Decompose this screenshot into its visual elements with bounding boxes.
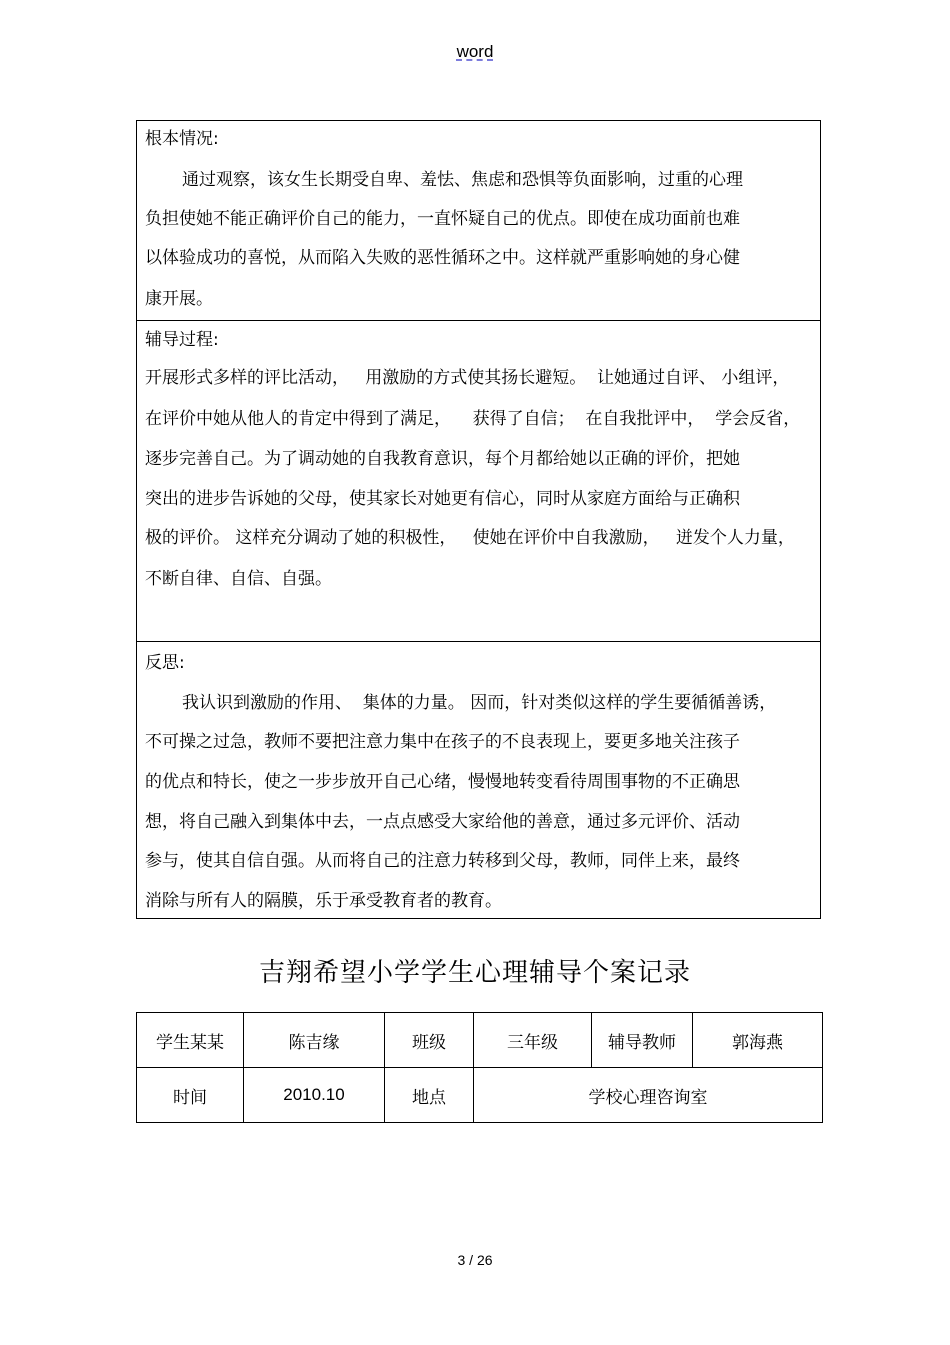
paragraph-line: 的优点和特长，使之一步步放开自己心绪，慢慢地转变看待周围事物的不正确思 (145, 772, 740, 792)
class-label: 班级 (385, 1013, 474, 1068)
class-value: 三年级 (474, 1013, 592, 1068)
section-heading: 反思: (145, 653, 185, 673)
place-label: 地点 (385, 1068, 474, 1123)
section-basic (136, 120, 821, 320)
header-label: word (456, 42, 494, 61)
paragraph-line: 康开展。 (145, 289, 213, 309)
section-process (136, 320, 821, 641)
paragraph-line: 开展形式多样的评比活动， 用激励的方式使其扬长避短。 让她通过自评、 小组评， (145, 368, 790, 388)
paragraph-line: 我认识到激励的作用、 集体的力量。 因而，针对类似这样的学生要循循善诱， (182, 693, 777, 713)
paragraph-line: 突出的进步告诉她的父母，使其家长对她更有信心，同时从家庭方面给与正确积 (145, 489, 740, 509)
table-row (137, 1068, 823, 1123)
student-label: 学生某某 (137, 1013, 244, 1068)
section-reflection (136, 641, 821, 919)
paragraph-line: 参与，使其自信自强。从而将自己的注意力转移到父母，教师，同伴上来，最终 (145, 851, 740, 871)
teacher-value: 郭海燕 (693, 1013, 823, 1068)
paragraph-line: 极的评价。 这样充分调动了她的积极性， 使她在评价中自我激励， 迸发个人力量， (145, 528, 795, 548)
paragraph-line: 通过观察，该女生长期受自卑、羞怯、焦虑和恐惧等负面影响，过重的心理 (182, 170, 743, 190)
table-row (137, 1013, 823, 1068)
teacher-label: 辅导教师 (592, 1013, 693, 1068)
paragraph-line: 逐步完善自己。为了调动她的自我教育意识，每个月都给她以正确的评价，把她 (145, 449, 740, 469)
paragraph-line: 消除与所有人的隔膜，乐于承受教育者的教育。 (145, 891, 502, 911)
page-header (0, 42, 950, 62)
place-value: 学校心理咨询室 (474, 1068, 823, 1123)
section-heading: 辅导过程: (145, 330, 219, 350)
student-value: 陈吉缘 (244, 1013, 385, 1068)
page-number: 3 / 26 (457, 1252, 493, 1268)
document-title: 吉翔希望小学学生心理辅导个案记录 (258, 958, 691, 988)
paragraph-line: 不断自律、自信、自强。 (145, 569, 332, 589)
paragraph-line: 在评价中她从他人的肯定中得到了满足， 获得了自信； 在自我批评中， 学会反省， (145, 409, 801, 429)
time-label: 时间 (137, 1068, 244, 1123)
paragraph-line: 想，将自己融入到集体中去，一点点感受大家给他的善意，通过多元评价、活动 (145, 812, 740, 832)
paragraph-line: 负担使她不能正确评价自己的能力，一直怀疑自己的优点。即使在成功面前也难 (145, 209, 740, 229)
paragraph-line: 以体验成功的喜悦，从而陷入失败的恶性循环之中。这样就严重影响她的身心健 (145, 248, 740, 268)
time-value: 2010.10 (244, 1068, 385, 1123)
section-heading: 根本情况: (145, 129, 219, 149)
paragraph-line: 不可操之过急，教师不要把注意力集中在孩子的不良表现上，要更多地关注孩子 (145, 732, 740, 752)
info-table (136, 1012, 823, 1123)
